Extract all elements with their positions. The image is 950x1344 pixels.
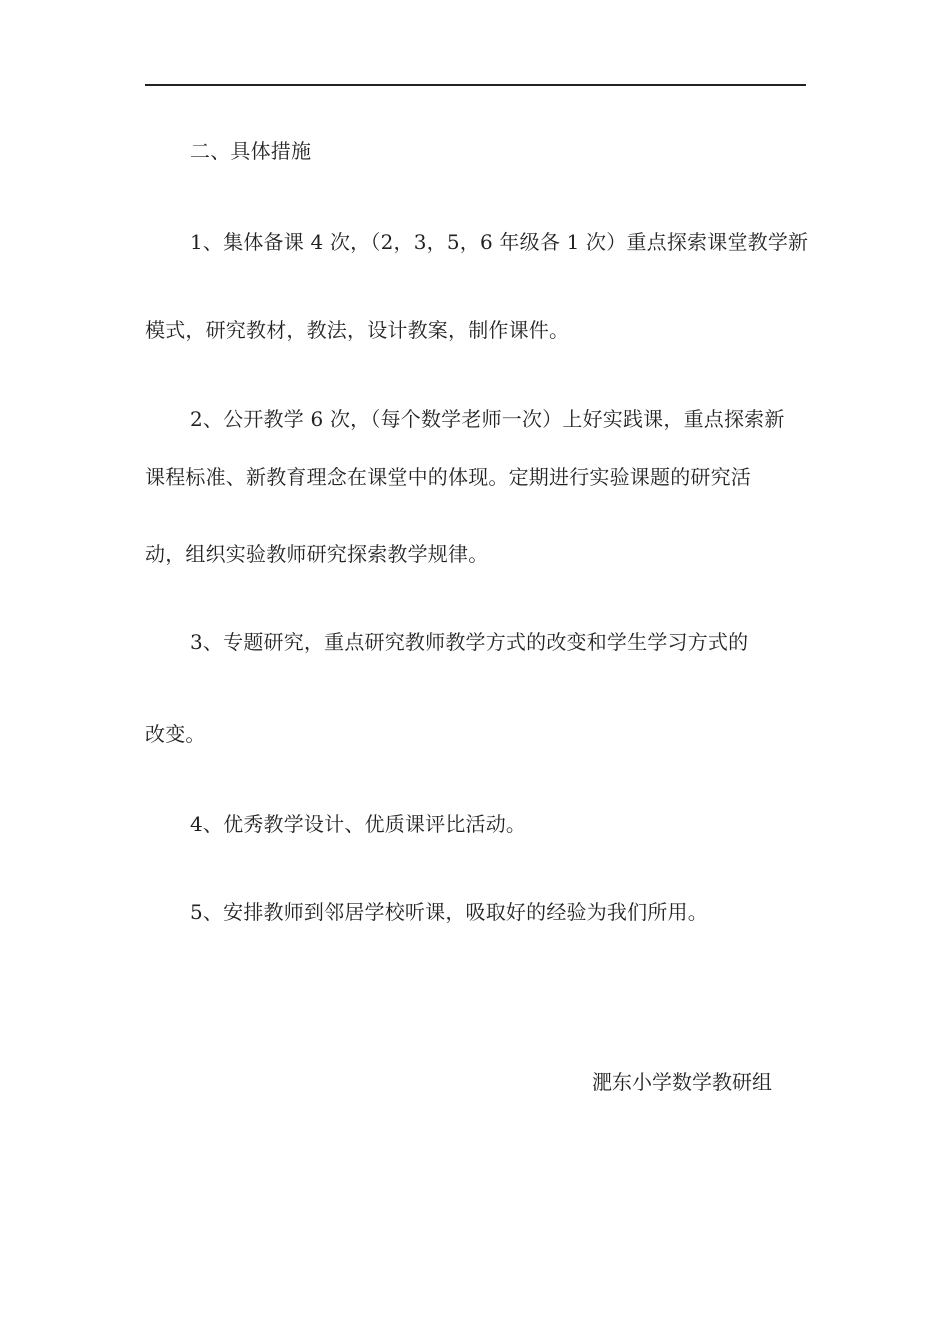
item-2-line-3: 动，组织实验教师研究探索教学规律。 — [145, 542, 489, 566]
item-1-line-2: 模式，研究教材，教法，设计教案，制作课件。 — [145, 318, 570, 342]
item-3-line-1: 3、专题研究，重点研究教师教学方式的改变和学生学习方式的 — [190, 630, 749, 654]
item-1-line-1: 1、集体备课 4 次，（2，3，5，6 年级各 1 次）重点探索课堂教学新 — [190, 230, 809, 254]
item-5-line-1: 5、安排教师到邻居学校听课，吸取好的经验为我们所用。 — [190, 900, 708, 924]
item-3-line-2: 改变。 — [145, 722, 206, 746]
signature-org: 淝东小学数学教研组 — [592, 1070, 772, 1094]
item-4-line-1: 4、优秀教学设计、优质课评比活动。 — [190, 812, 527, 836]
header-divider — [145, 84, 806, 86]
item-2-line-2: 课程标准、新教育理念在课堂中的体现。定期进行实验课题的研究活 — [145, 465, 751, 489]
section-heading: 二、具体措施 — [190, 139, 312, 163]
item-2-line-1: 2、公开教学 6 次，（每个数学老师一次）上好实践课，重点探索新 — [190, 407, 785, 431]
